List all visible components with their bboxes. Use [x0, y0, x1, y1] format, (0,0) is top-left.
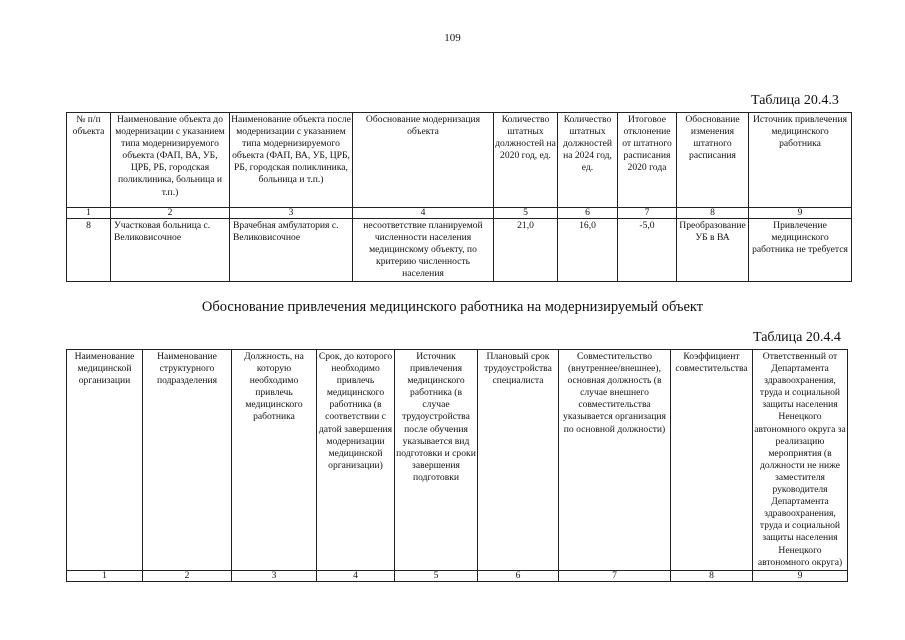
column-number: 6	[478, 571, 559, 582]
column-number: 9	[749, 208, 852, 219]
positions-2020: 21,0	[494, 219, 558, 282]
page-number: 109	[444, 32, 461, 44]
header-cell: Итоговое отклонение от штатного расписания 2020 года	[618, 113, 677, 208]
table-2-number-row	[67, 571, 848, 582]
column-number: 3	[230, 208, 353, 219]
header-cell: Обоснование модернизация объекта	[353, 113, 494, 208]
column-number: 1	[67, 208, 111, 219]
column-number: 7	[618, 208, 677, 219]
modernization-justification: несоответствие планируемой численности населения медицинскому объекту, по критерию численность населения	[353, 219, 494, 282]
column-number: 1	[67, 571, 143, 582]
header-cell: Наименование структурного подразделения	[143, 350, 232, 571]
header-cell: Коэффициент совместительства	[671, 350, 753, 571]
modernization-table	[66, 112, 852, 282]
column-number: 5	[494, 208, 558, 219]
object-number: 8	[67, 219, 111, 282]
table-1-number-row	[67, 208, 852, 219]
object-name-after: Врачебная амбулатория с. Великовисочное	[230, 219, 353, 282]
positions-2024: 16,0	[558, 219, 618, 282]
column-number: 5	[395, 571, 478, 582]
header-cell: Плановый срок трудоустройства специалиста	[478, 350, 559, 571]
header-cell: Наименование медицинской организации	[67, 350, 143, 571]
table-2-header-row	[67, 350, 848, 571]
column-number: 4	[317, 571, 395, 582]
header-cell: Ответственный от Департамента здравоохранения, труда и социальной защиты населения Ненецкого автономного округа за реализацию мероприятия (в должности не ниже заместителя руководителя Департамента здравоохранения, труда и социальной защиты населения Ненецкого автономного округа)	[753, 350, 848, 571]
worker-source: Привлечение медицинского работника не требуется	[749, 219, 852, 282]
table-1-header-row	[67, 113, 852, 208]
column-number: 2	[111, 208, 230, 219]
table-row	[67, 219, 852, 282]
column-number: 8	[677, 208, 749, 219]
staff-change-reason: Преобразование УБ в ВА	[677, 219, 749, 282]
header-cell: Совместительство (внутреннее/внешнее), основная должность (в случае внешнего совместительства указывается организация по основной должности)	[559, 350, 671, 571]
table-caption-2: Таблица 20.4.4	[753, 330, 841, 345]
object-name-before: Участковая больница с. Великовисочное	[111, 219, 230, 282]
column-number: 3	[232, 571, 317, 582]
header-cell: Количество штатных должностей на 2020 год, ед.	[494, 113, 558, 208]
section-heading: Обоснование привлечения медицинского работника на модернизируемый объект	[201, 299, 704, 315]
header-cell: Наименование объекта после модернизации с указанием типа модернизируемого объекта (ФАП, ВА, УБ, ЦРБ, РБ, городская поликлиника, больница и т.п.)	[230, 113, 353, 208]
header-cell: Количество штатных должностей на 2024 год, ед.	[558, 113, 618, 208]
table-caption-1: Таблица 20.4.3	[751, 93, 839, 108]
header-cell: Должность, на которую необходимо привлечь медицинского работника	[232, 350, 317, 571]
header-cell: № п/п объекта	[67, 113, 111, 208]
column-number: 4	[353, 208, 494, 219]
staff-deviation: -5,0	[618, 219, 677, 282]
column-number: 6	[558, 208, 618, 219]
header-cell: Обоснование изменения штатного расписания	[677, 113, 749, 208]
column-number: 2	[143, 571, 232, 582]
header-cell: Источник привлечения медицинского работника (в случае трудоустройства после обучения указывается вид подготовки и сроки завершения подготовки	[395, 350, 478, 571]
column-number: 7	[559, 571, 671, 582]
header-cell: Срок, до которого необходимо привлечь медицинского работника (в соответствии с датой завершения модернизации медицинской организации)	[317, 350, 395, 571]
column-number: 8	[671, 571, 753, 582]
header-cell: Источник привлечения медицинского работника	[749, 113, 852, 208]
column-number: 9	[753, 571, 848, 582]
staff-recruitment-table	[66, 349, 848, 582]
header-cell: Наименование объекта до модернизации с указанием типа модернизируемого объекта (ФАП, ВА, УБ, ЦРБ, РБ, городская поликлиника, больница и т.п.)	[111, 113, 230, 208]
